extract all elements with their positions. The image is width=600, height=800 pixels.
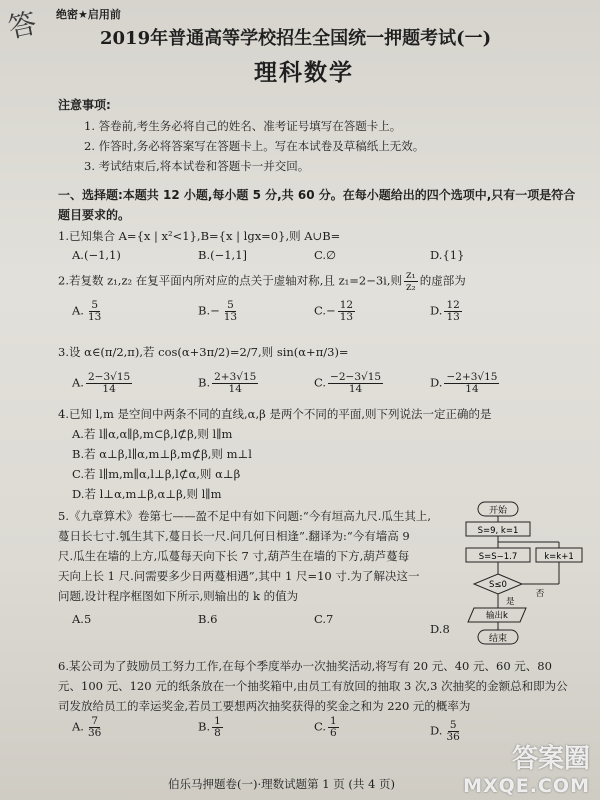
q3-d-frac xyxy=(444,372,499,395)
q2-stem-part-b: 的虚部为 xyxy=(419,273,466,288)
q2-stem-part-a: 2.若复数 z₁,z₂ 在复平面内所对应的点关于虚轴对称,且 z₁=2−3i,则 xyxy=(58,273,402,288)
frac-num: 5 xyxy=(227,299,234,311)
q2-frac-num: z₁ xyxy=(406,269,416,281)
frac-den: 14 xyxy=(228,383,242,395)
question-2-stem xyxy=(58,270,466,293)
q6-option-c xyxy=(314,716,341,739)
question-6-stem: 6.某公司为了鼓励员工努力工作,在每个季度举办一次抽奖活动,将写有 20 元、40 元、60 元、80 元、100 元、120 元的纸条放在一个抽奖箱中,由员工有放回的抽取 3 次,3 次抽奖的金额总和即为公司发放给员工的幸运奖金,若员工要想两次抽奖获得的奖金之和为 220 元的概率为 xyxy=(58,659,568,713)
q5-option-d: D.8 xyxy=(430,622,450,636)
q3-option-b xyxy=(198,372,260,395)
site-watermark xyxy=(463,738,590,797)
q6-d-frac xyxy=(444,720,461,743)
q6-a-frac xyxy=(86,716,103,739)
frac-num: −2−3√15 xyxy=(330,371,382,383)
q3-b-frac xyxy=(212,372,258,395)
flow-inc-text: k=k+1 xyxy=(544,552,574,562)
question-1-stem: 1.已知集合 A={x | x²<1},B={x | lgx=0},则 A∪B= xyxy=(58,229,341,243)
q2-option-a xyxy=(72,300,105,323)
note-item: 3. 考试结束后,将本试卷和答题卡一并交回。 xyxy=(84,159,310,173)
question-5-line: 问题,设计程序框图如下所示,则输出的 k 的值为 xyxy=(58,589,299,603)
q2-b-label: B.− xyxy=(198,303,220,318)
note-item: 2. 作答时,务必将答案写在答题卡上。写在本试卷及草稿纸上无效。 xyxy=(84,139,425,153)
frac-den: 13 xyxy=(339,311,354,323)
q2-a-frac xyxy=(86,300,103,323)
q2-c-label: C.− xyxy=(314,303,336,318)
exam-title: 2019年普通高等学校招生全国统一押题考试(一) xyxy=(100,28,492,49)
frac-den: 14 xyxy=(465,383,479,395)
q4-option-c: C.若 l∥m,m∥α,l⊥β,l⊄α,则 α⊥β xyxy=(72,467,241,481)
q5-option-c: C.7 xyxy=(314,612,334,626)
q6-d-label: D. xyxy=(430,723,443,738)
q6-option-d xyxy=(430,720,464,743)
flow-output-text: 输出k xyxy=(486,611,508,621)
frac-den: 6 xyxy=(330,727,337,739)
question-5-line: 尺.瓜生在墙的上方,瓜蔓每天向下长 7 寸,葫芦生在墙的下方,葫芦蔓每 xyxy=(58,549,410,563)
program-flowchart xyxy=(456,496,590,656)
q2-a-label: A. xyxy=(72,303,84,318)
q3-a-frac xyxy=(86,372,132,395)
frac-den: 36 xyxy=(446,731,460,743)
frac-den: 14 xyxy=(348,383,363,395)
question-5-line: 5.《九章算术》卷第七——盈不足中有如下问题:“今有垣高九尺.瓜生其上, xyxy=(58,509,432,523)
page-footer: 伯乐马押题卷(一)·理数试题第 1 页 (共 4 页) xyxy=(168,777,396,791)
q4-option-a: A.若 l∥α,α∥β,m⊂β,l⊄β,则 l∥m xyxy=(72,427,233,441)
q2-option-b xyxy=(198,300,241,323)
frac-num: 7 xyxy=(91,715,98,727)
q6-c-frac xyxy=(328,716,339,739)
frac-num: 2+3√15 xyxy=(214,371,257,383)
q4-option-d: D.若 l⊥α,m⊥β,α⊥β,则 l∥m xyxy=(72,487,222,501)
frac-num: 5 xyxy=(449,719,457,731)
q3-option-a xyxy=(72,372,134,395)
q3-option-c xyxy=(314,372,385,395)
q6-b-frac xyxy=(212,716,223,739)
frac-den: 13 xyxy=(223,311,238,323)
q2-d-label: D. xyxy=(430,303,443,318)
frac-num: 12 xyxy=(446,299,460,311)
frac-den: 14 xyxy=(102,383,116,395)
q6-a-label: A. xyxy=(72,719,84,734)
q2-option-d xyxy=(430,300,464,323)
q6-option-b xyxy=(198,716,225,739)
q2-option-c xyxy=(314,300,357,323)
q3-option-d xyxy=(430,372,501,395)
q6-c-label: C. xyxy=(314,719,327,734)
question-5-line: 天向上长 1 尺.问需要多少日两蔓相遇”,其中 1 尺=10 寸.为了解决这一 xyxy=(58,569,420,583)
q5-option-b: B.6 xyxy=(198,612,218,626)
subject-title: 理科数学 xyxy=(254,60,354,86)
frac-den: 8 xyxy=(214,727,221,739)
secret-label: 绝密★启用前 xyxy=(56,8,121,21)
q1-option-b: B.(−1,1] xyxy=(198,248,248,262)
frac-num: 12 xyxy=(339,299,354,311)
flow-init-text: S=9, k=1 xyxy=(477,526,519,536)
flow-yes-label: 是 xyxy=(506,597,515,607)
notes-heading: 注意事项: xyxy=(58,98,111,112)
flow-cond-text: S≤0 xyxy=(489,580,507,590)
q3-a-label: A. xyxy=(72,375,84,390)
q3-c-label: C. xyxy=(314,375,327,390)
frac-num: 1 xyxy=(330,715,337,727)
frac-num: 2−3√15 xyxy=(87,371,131,383)
q2-d-frac xyxy=(444,300,461,323)
q5-option-a: A.5 xyxy=(72,612,92,626)
frac-den: 13 xyxy=(87,311,102,323)
q2-b-frac xyxy=(222,300,239,323)
q6-b-label: B. xyxy=(198,719,211,734)
q4-option-b: B.若 α⊥β,l∥α,m⊥β,m⊄β,则 m⊥l xyxy=(72,447,252,461)
q3-c-frac xyxy=(328,372,383,395)
q1-option-c: C.∅ xyxy=(314,248,337,262)
question-4-stem: 4.已知 l,m 是空间中两条不同的直线,α,β 是两个不同的平面,则下列说法一定正确的是 xyxy=(58,407,492,421)
section-heading: 一、选择题:本题共 12 小题,每小题 5 分,共 60 分。在每小题给出的四个选项中,只有一项是符合题目要求的。 xyxy=(58,188,576,222)
q2-stem-fraction xyxy=(404,270,418,293)
flow-no-label: 否 xyxy=(535,589,545,599)
q3-b-label: B. xyxy=(198,375,211,390)
note-item: 1. 答卷前,考生务必将自己的姓名、准考证号填写在答题卡上。 xyxy=(84,119,402,133)
flow-end-text: 结束 xyxy=(488,634,508,644)
frac-num: 1 xyxy=(214,715,221,727)
flow-assign-text: S=S−1.7 xyxy=(478,552,518,562)
q2-frac-den: z₂ xyxy=(406,281,416,293)
frac-num: −2+3√15 xyxy=(446,371,498,383)
q3-d-label: D. xyxy=(430,375,443,390)
q2-c-frac xyxy=(338,300,355,323)
handwritten-mark: 答 xyxy=(5,6,40,45)
q1-option-a: A.(−1,1) xyxy=(72,248,121,262)
frac-den: 36 xyxy=(87,727,102,739)
question-5-line: 蔓日长七寸.瓠生其下,蔓日长一尺.问几何日相逢”.翻译为:“今有墙高 9 xyxy=(58,529,410,543)
flow-start-text: 开始 xyxy=(488,506,508,516)
frac-num: 5 xyxy=(91,299,98,311)
question-3-stem: 3.设 α∈(π/2,π),若 cos(α+3π/2)=2/7,则 sin(α+π/3)= xyxy=(58,345,349,359)
q6-option-a xyxy=(72,716,105,739)
watermark-line2: MXQE.COM xyxy=(463,775,590,797)
q1-option-d: D.{1} xyxy=(430,248,465,262)
watermark-line1: 答案圈 xyxy=(511,744,590,774)
frac-den: 13 xyxy=(446,311,460,323)
